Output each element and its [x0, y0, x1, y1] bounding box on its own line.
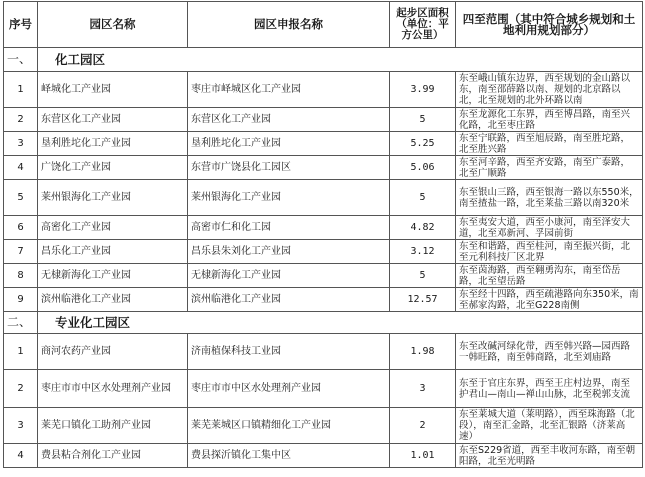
boundary-scope: 东至峨山镇东边界，西至规划的金山路以东，南至邵薛路以南、规划的北京路以北，北至规划的北外环路以南: [456, 72, 643, 108]
park-name: 莱州银海化工产业园: [38, 180, 188, 216]
table-row: [4, 156, 643, 180]
table-row: [4, 132, 643, 156]
row-number: 4: [4, 444, 38, 468]
start-area: 3.12: [390, 240, 456, 264]
header-row: [4, 2, 643, 48]
boundary-scope: 东至和谐路，西至桂河，南至振兴街，北至元利科技厂区北界: [456, 240, 643, 264]
applied-name: 济南植保科技工业园: [188, 334, 390, 370]
start-area: 5.06: [390, 156, 456, 180]
boundary-scope: 东至莱城大道（莱明路），西至珠海路（北段），南至汇金路，北至汇银路（济莱高速）: [456, 408, 643, 444]
start-area: 5: [390, 180, 456, 216]
start-area: 1.01: [390, 444, 456, 468]
park-name: 枣庄市市中区水处理剂产业园: [38, 370, 188, 408]
table-row: [4, 72, 643, 108]
boundary-scope: 东至河辛路，西至齐安路，南至广泰路，北至广顺路: [456, 156, 643, 180]
table-row: [4, 216, 643, 240]
start-area: 2: [390, 408, 456, 444]
table-row: [4, 288, 643, 312]
header-area: 起步区面积（单位：平方公里）: [390, 2, 456, 48]
applied-name: 无棣新海化工产业园: [188, 264, 390, 288]
start-area: 5.25: [390, 132, 456, 156]
park-name: 垦利胜坨化工产业园: [38, 132, 188, 156]
start-area: 1.98: [390, 334, 456, 370]
table-row: [4, 108, 643, 132]
table-row: [4, 240, 643, 264]
applied-name: 费县探沂镇化工集中区: [188, 444, 390, 468]
applied-name: 东营区化工产业园: [188, 108, 390, 132]
boundary-scope: 东至银山三路，西至银海一路以东550米，南至揸盐一路，北至莱盐三路以南320米: [456, 180, 643, 216]
chemical-parks-table: [3, 1, 643, 468]
park-name: 峄城化工产业园: [38, 72, 188, 108]
start-area: 3.99: [390, 72, 456, 108]
applied-name: 滨州临港化工产业园: [188, 288, 390, 312]
applied-name: 莱芜莱城区口镇精细化工产业园: [188, 408, 390, 444]
start-area: 3: [390, 370, 456, 408]
boundary-scope: 东至龙源化工东界，西至博昌路，南至兴化路，北至枣庄路: [456, 108, 643, 132]
header-scope: 四至范围（其中符合城乡规划和土地利用规划部分）: [456, 2, 643, 48]
applied-name: 枣庄市峄城区化工产业园: [188, 72, 390, 108]
park-name: 商河农药产业园: [38, 334, 188, 370]
row-number: 3: [4, 132, 38, 156]
boundary-scope: 东至S229省道，西至丰收河东路，南至朝阳路，北至光明路: [456, 444, 643, 468]
boundary-scope: 东至改碱河绿化带，西至韩兴路—园西路一韩旺路，南至韩商路，北至刘庙路: [456, 334, 643, 370]
row-number: 2: [4, 370, 38, 408]
boundary-scope: 东至茵海路，西至翱勇沟东，南至岱岳路，北至望岳路: [456, 264, 643, 288]
park-name: 费县粘合剂化工产业园: [38, 444, 188, 468]
applied-name: 东营市广饶县化工园区: [188, 156, 390, 180]
row-number: 1: [4, 72, 38, 108]
row-number: 9: [4, 288, 38, 312]
start-area: 12.57: [390, 288, 456, 312]
start-area: 4.82: [390, 216, 456, 240]
park-name: 东营区化工产业园: [38, 108, 188, 132]
row-number: 1: [4, 334, 38, 370]
boundary-scope: 东至夷安大道，西至小康河，南至泽安大道，北至邓新河、孚园前街: [456, 216, 643, 240]
table-row: [4, 264, 643, 288]
header-park-name: 园区名称: [38, 2, 188, 48]
applied-name: 莱州银海化工产业园: [188, 180, 390, 216]
section-title-cell: [38, 48, 643, 72]
section-title: 化工园区: [55, 52, 106, 67]
section-index: 一、: [4, 48, 38, 72]
section-title-cell: [38, 312, 643, 334]
table-row: [4, 180, 643, 216]
section-row: [4, 312, 643, 334]
applied-name: 垦利胜坨化工产业园: [188, 132, 390, 156]
boundary-scope: 东至经十四路，西至疏港路向东350米，南至郝家沟路，北至G228南侧: [456, 288, 643, 312]
header-applied-name: 园区申报名称: [188, 2, 390, 48]
table-row: [4, 370, 643, 408]
park-name: 昌乐化工产业园: [38, 240, 188, 264]
row-number: 2: [4, 108, 38, 132]
table-row: [4, 444, 643, 468]
start-area: 5: [390, 264, 456, 288]
applied-name: 高密市仁和化工园: [188, 216, 390, 240]
section-index: 二、: [4, 312, 38, 334]
table-row: [4, 334, 643, 370]
park-name: 无棣新海化工产业园: [38, 264, 188, 288]
applied-name: 枣庄市市中区水处理剂产业园: [188, 370, 390, 408]
section-title: 专业化工园区: [55, 315, 131, 330]
row-number: 4: [4, 156, 38, 180]
park-name: 滨州临港化工产业园: [38, 288, 188, 312]
section-row: [4, 48, 643, 72]
row-number: 8: [4, 264, 38, 288]
table-row: [4, 408, 643, 444]
boundary-scope: 东至宁联路，西至旭辰路，南至胜坨路，北至胜兴路: [456, 132, 643, 156]
start-area: 5: [390, 108, 456, 132]
park-name: 广饶化工产业园: [38, 156, 188, 180]
park-name: 高密化工产业园: [38, 216, 188, 240]
applied-name: 昌乐县朱刘化工产业园: [188, 240, 390, 264]
row-number: 3: [4, 408, 38, 444]
row-number: 6: [4, 216, 38, 240]
row-number: 5: [4, 180, 38, 216]
row-number: 7: [4, 240, 38, 264]
boundary-scope: 东至于官庄东界，西至王庄村边界，南至护君山—南山—禅山山脉，北至税郭支流: [456, 370, 643, 408]
park-name: 莱芜口镇化工助剂产业园: [38, 408, 188, 444]
header-no: 序号: [4, 2, 38, 48]
